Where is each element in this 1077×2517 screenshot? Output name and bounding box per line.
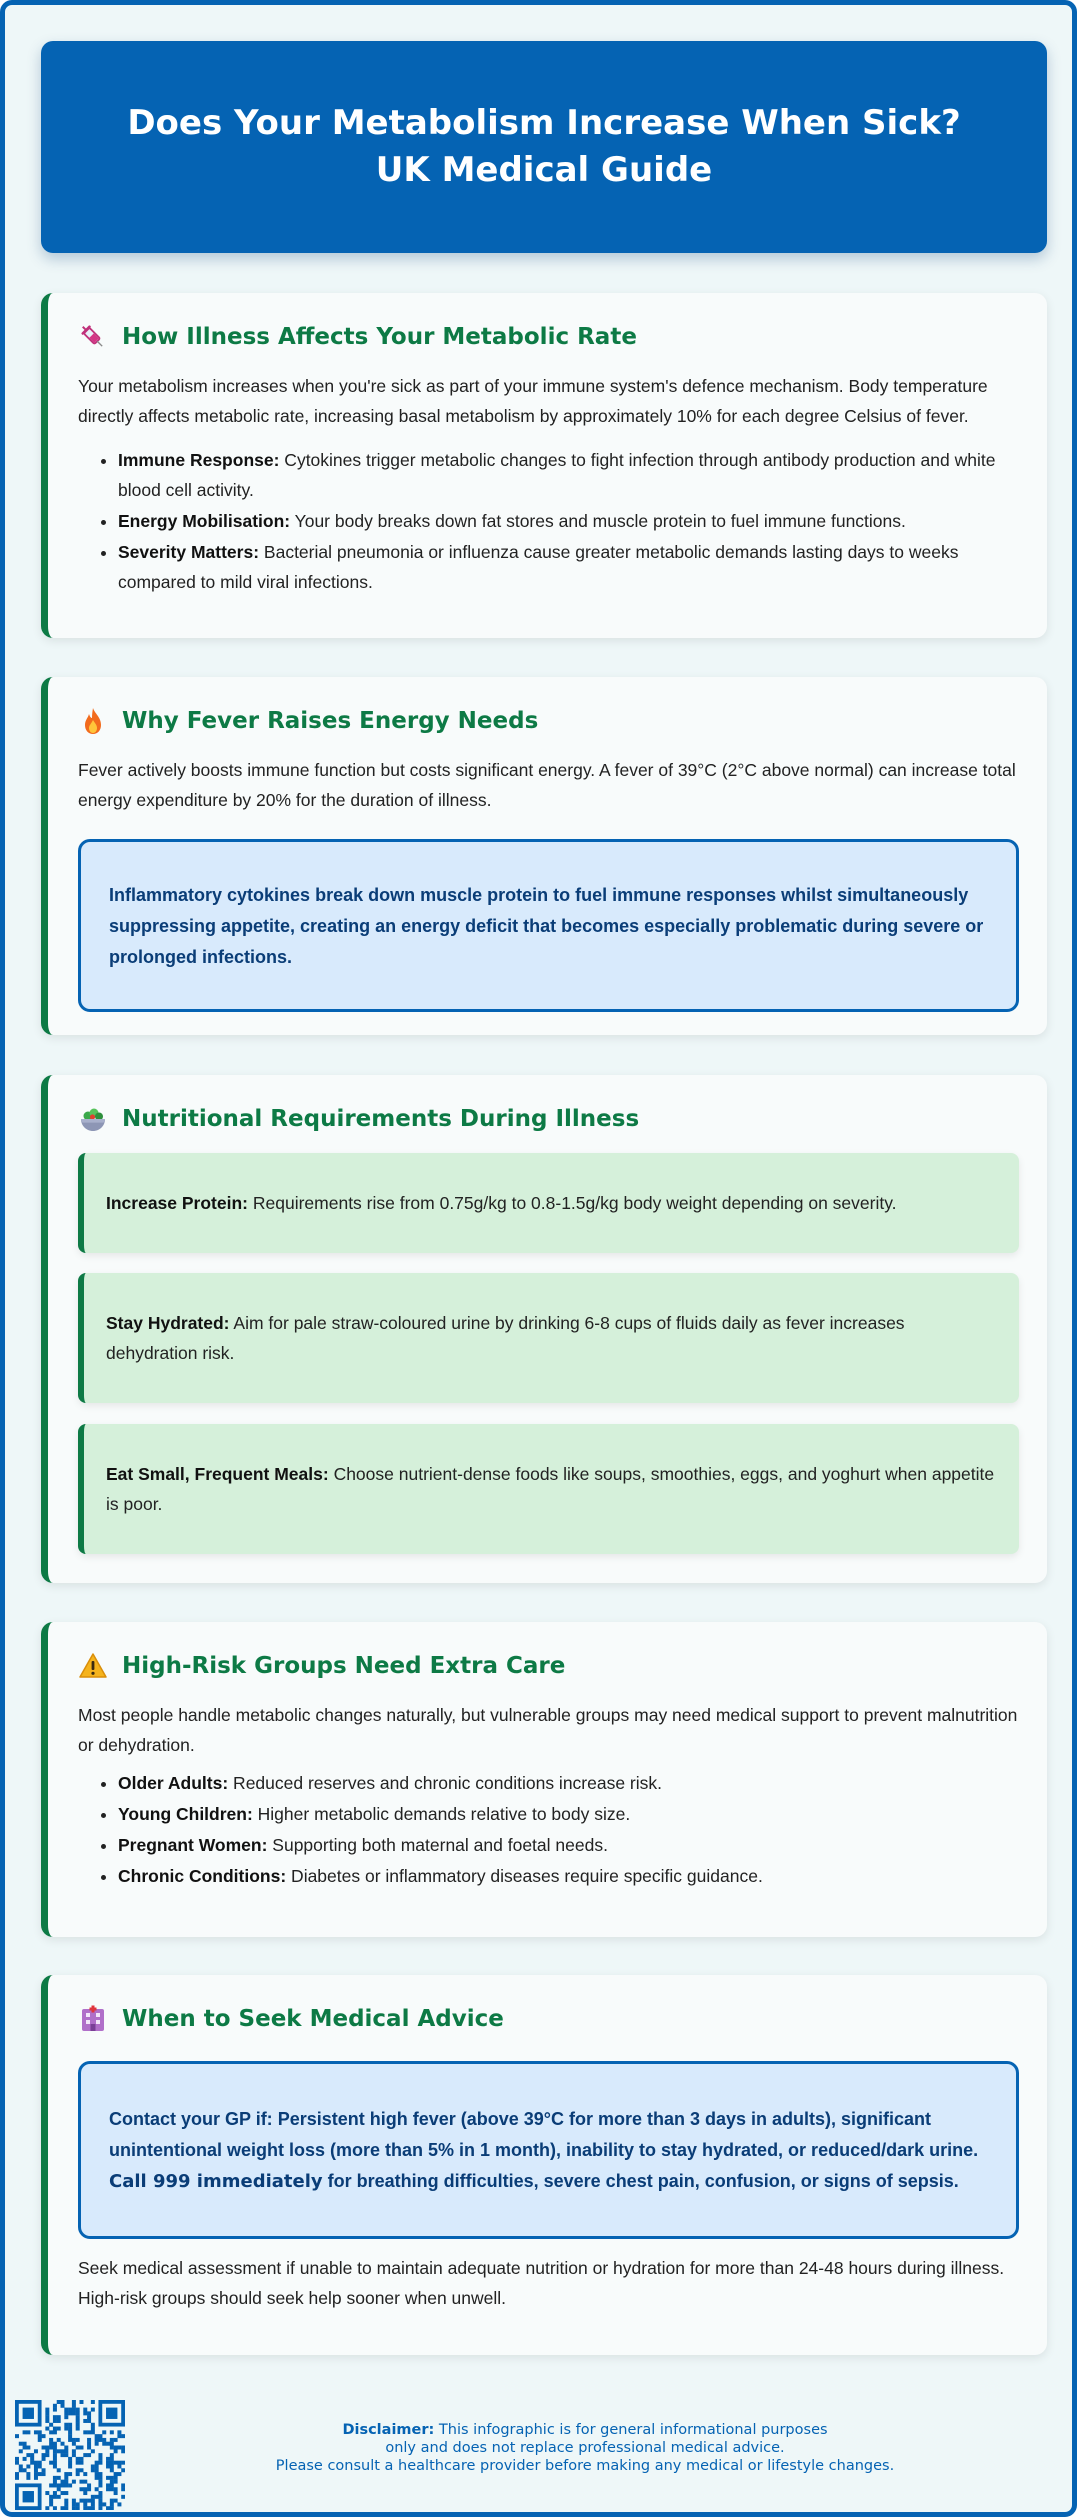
- gp-text: Persistent high fever (above 39°C for more than 3 days in adults), significant unintentional weight loss (more than 5% in 1 month), inability to stay hydrated, or reduced/dark urine.: [109, 2109, 979, 2160]
- syringe-icon: [78, 322, 108, 352]
- section-metabolic-rate: [41, 293, 1047, 638]
- hospital-icon: [78, 2004, 108, 2034]
- emergency-text: for breathing difficulties, severe chest pain, confusion, or signs of sepsis.: [322, 2171, 959, 2191]
- section-header: [78, 2001, 1019, 2037]
- list-item: • Pregnant Women: Supporting both maternal and foetal needs.: [118, 1830, 1019, 1860]
- section-medical-advice: [41, 1975, 1047, 2355]
- list-item: • Energy Mobilisation: Your body breaks down fat stores and muscle protein to fuel immune functions.: [118, 506, 1019, 536]
- footer: [15, 2400, 1072, 2515]
- section-outro: Seek medical assessment if unable to maintain adequate nutrition or hydration for more than 24-48 hours during illness. High-risk groups should seek help sooner when unwell.: [78, 2258, 1005, 2308]
- list-item: • Young Children: Higher metabolic demands relative to body size.: [118, 1799, 1019, 1829]
- section-intro: Your metabolism increases when you're sick as part of your immune system's defence mechanism. Body temperature directly affects metabolic rate, increasing basal metabolism by approximately 10% for each degree Celsius of fever.: [78, 376, 988, 426]
- callout-box: [78, 839, 1019, 1012]
- section-header: [78, 319, 1019, 355]
- tip-card: Eat Small, Frequent Meals: Choose nutrient-dense foods like soups, smoothies, eggs, and yoghurt when appetite is poor.: [78, 1424, 1019, 1554]
- disclaimer: Disclaimer: This infographic is for general informational purposes only and does not replace professional medical advice. Please consult a healthcare provider before making any medical or lifestyle changes.: [275, 2422, 895, 2474]
- page-header: [41, 41, 1047, 253]
- list-item: • Older Adults: Reduced reserves and chronic conditions increase risk.: [118, 1768, 1019, 1798]
- tip-card: Increase Protein: Requirements rise from 0.75g/kg to 0.8-1.5g/kg body weight depending on severity.: [78, 1153, 1019, 1253]
- section-header: [78, 1648, 1019, 1684]
- section-risk-groups: [41, 1622, 1047, 1937]
- page-title: Does Your Metabolism Increase When Sick? UK Medical Guide: [127, 103, 961, 190]
- section-header: [78, 1101, 1019, 1137]
- callout-text: Inflammatory cytokines break down muscle protein to fuel immune responses whilst simultaneously suppressing appetite, creating an energy deficit that becomes especially problematic during severe or prolonged infections.: [109, 885, 984, 967]
- emergency-label: Call 999 immediately: [109, 2171, 323, 2192]
- bullet-list: [118, 1768, 1019, 1891]
- section-title: When to Seek Medical Advice: [122, 2006, 504, 2032]
- list-item: • Immune Response: Cytokines trigger metabolic changes to fight infection through antibody production and white blood cell activity.: [118, 445, 1019, 505]
- qr-code-icon: [15, 2400, 125, 2510]
- callout-box: [78, 2061, 1019, 2239]
- gp-label: Contact your GP if:: [109, 2109, 273, 2129]
- section-intro: Fever actively boosts immune function but costs significant energy. A fever of 39°C (2°C above normal) can increase total energy expenditure by 20% for the duration of illness.: [78, 760, 1016, 810]
- section-header: [78, 703, 1019, 739]
- salad-bowl-icon: [78, 1104, 108, 1134]
- section-title: High-Risk Groups Need Extra Care: [122, 1653, 566, 1679]
- section-intro: Most people handle metabolic changes naturally, but vulnerable groups may need medical support to prevent malnutrition or dehydration.: [78, 1705, 1018, 1755]
- list-item: • Severity Matters: Bacterial pneumonia or influenza cause greater metabolic demands lasting days to weeks compared to mild viral infections.: [118, 537, 1019, 597]
- section-title: Nutritional Requirements During Illness: [122, 1106, 640, 1132]
- section-fever: [41, 677, 1047, 1035]
- warning-icon: [78, 1651, 108, 1681]
- disclaimer-label: Disclaimer:: [342, 2422, 435, 2438]
- tip-card: Stay Hydrated: Aim for pale straw-coloured urine by drinking 6-8 cups of fluids daily as fever increases dehydration risk.: [78, 1273, 1019, 1403]
- list-item: • Chronic Conditions: Diabetes or inflammatory diseases require specific guidance.: [118, 1861, 1019, 1891]
- section-nutrition: [41, 1075, 1047, 1583]
- section-title: Why Fever Raises Energy Needs: [122, 708, 539, 734]
- bullet-list: [118, 445, 1019, 597]
- fire-icon: [78, 706, 108, 736]
- section-title: How Illness Affects Your Metabolic Rate: [122, 324, 637, 350]
